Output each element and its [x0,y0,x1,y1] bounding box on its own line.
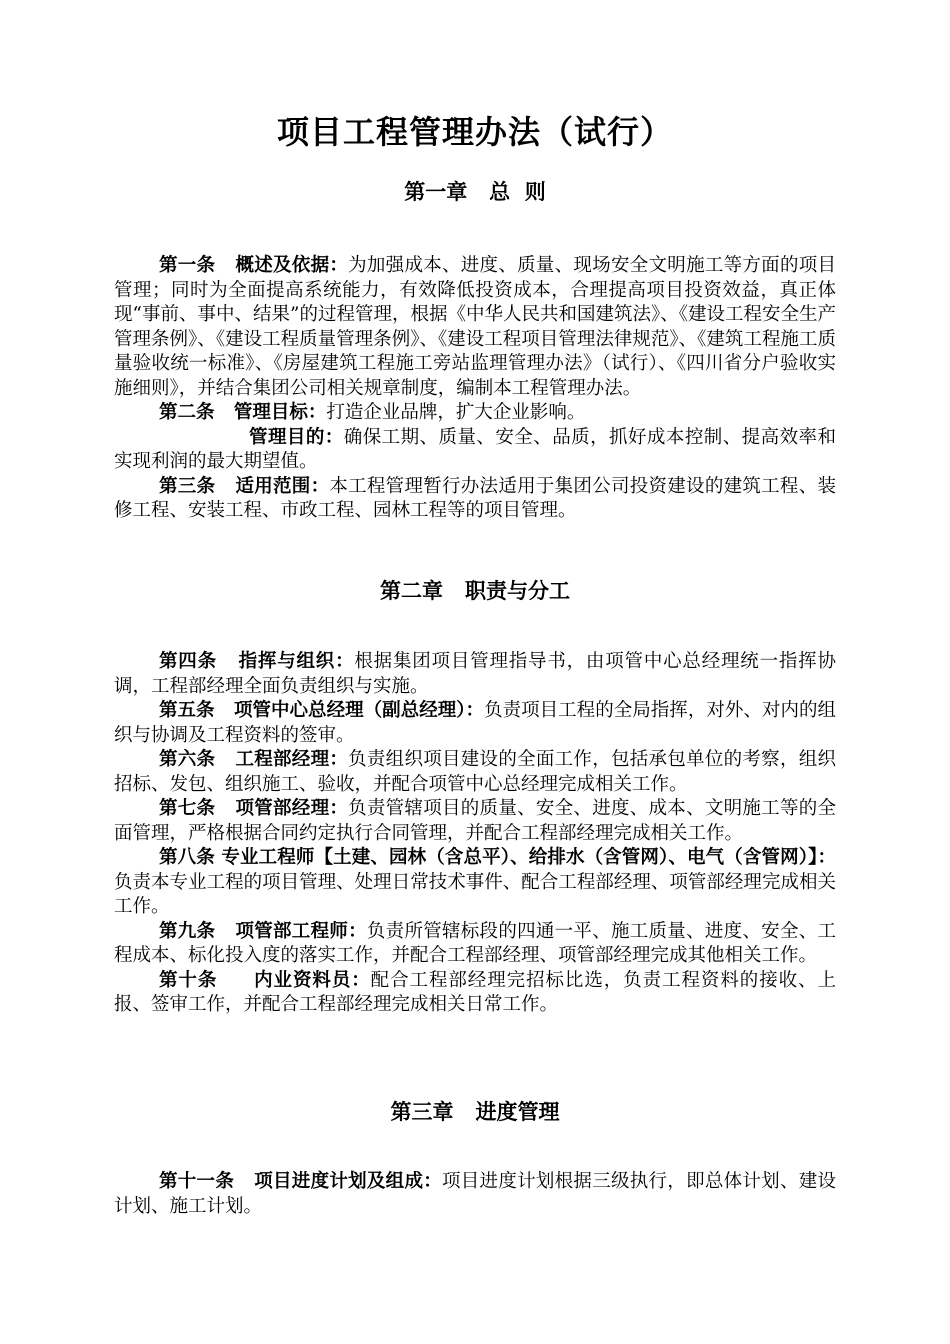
chapter-2-body [114,650,836,1018]
article-text: 负责组织项目建设的全面工作，包括承包单位的考察，组织招标、发包、组织施工、验收，并配合项管中心总经理完成相关工作。 [114,749,836,795]
article-label: 第十条 内业资料员： [159,969,371,991]
chapter-1-heading: 第一章 总 则 [404,180,546,204]
article-label: 第六条 工程部经理： [159,749,349,770]
article-9 [114,920,836,969]
article-5 [114,699,836,748]
article-3 [114,475,836,524]
article-2-purpose [114,426,836,475]
chapter-2-heading: 第二章 职责与分工 [380,579,570,603]
article-text: 负责本专业工程的项目管理、处理日常技术事件、配合工程部经理、项管部经理完成相关工作。 [114,871,836,917]
article-text: 本工程管理暂行办法适用于集团公司投资建设的建筑工程、装修工程、安装工程、市政工程、园林工程等的项目管理。 [114,475,836,521]
article-text: 项目进度计划根据三级执行，即总体计划、建设计划、施工计划。 [114,1171,836,1217]
article-label: 第三条 适用范围： [159,475,330,497]
article-label: 第五条 项管中心总经理（副总经理）： [159,700,485,721]
article-8 [114,846,836,920]
article-4 [114,650,836,699]
article-label: 第四条 指挥与组织： [159,651,355,672]
article-6 [114,748,836,797]
article-label: 管理目的： [249,426,344,448]
article-1 [114,254,836,401]
article-text: 根据集团项目管理指导书，由项管中心总经理统一指挥协调，工程部经理全面负责组织与实施。 [114,651,836,697]
chapter-1-body [114,254,836,524]
article-text: 为加强成本、进度、质量、现场安全文明施工等方面的项目管理；同时为全面提高系统能力，有效降低投资成本，合理提高项目投资效益，真正体现“事前、事中、结果”的过程管理，根据《中华人民共和国建筑法》、《建设工程安全生产管理条例》、《建设工程质量管理条例》、《建设工程项目管理法律规范》、《建筑工程施工质量验收统一标准》、《房屋建筑工程施工旁站监理管理办法》（试行）、《四川省分户验收实施细则》，并结合集团公司相关规章制度，编制本工程管理办法。 [114,255,836,399]
chapter-3-body [114,1170,836,1219]
chapter-3-heading: 第三章 进度管理 [390,1100,560,1124]
article-11 [114,1170,836,1219]
article-text: 负责所管辖标段的四通一平、施工质量、进度、安全、工程成本、标化投入度的落实工作，并配合工程部经理、项管部经理完成其他相关工作。 [114,920,836,966]
article-text: 负责管辖项目的质量、安全、进度、成本、文明施工等的全面管理，严格根据合同约定执行合同管理，并配合工程部经理完成相关工作。 [114,798,836,844]
article-text: 负责项目工程的全局指挥，对外、对内的组织与协调及工程资料的签审。 [114,700,836,746]
article-text: 确保工期、质量、安全、品质，抓好成本控制、提高效率和实现利润的最大期望值。 [114,426,836,472]
article-label: 第二条 管理目标： [159,402,327,423]
article-label: 第九条 项管部工程师： [159,920,367,942]
article-10 [114,969,836,1018]
article-text: 配合工程部经理完招标比选，负责工程资料的接收、上报、签审工作，并配合工程部经理完成相关日常工作。 [114,969,836,1015]
article-text: 打造企业品牌，扩大企业影响。 [326,402,586,423]
document-title: 项目工程管理办法（试行） [276,113,673,151]
article-label: 第一条 概述及依据： [159,255,349,276]
article-2 [114,401,836,426]
article-label: 第七条 项管部经理： [159,798,349,819]
article-7 [114,797,836,846]
article-label: 第十一条 项目进度计划及组成： [159,1171,442,1192]
article-label: 第八条 专业工程师【土建、园林（含总平）、给排水（含管网）、电气（含管网）】： [159,847,836,868]
